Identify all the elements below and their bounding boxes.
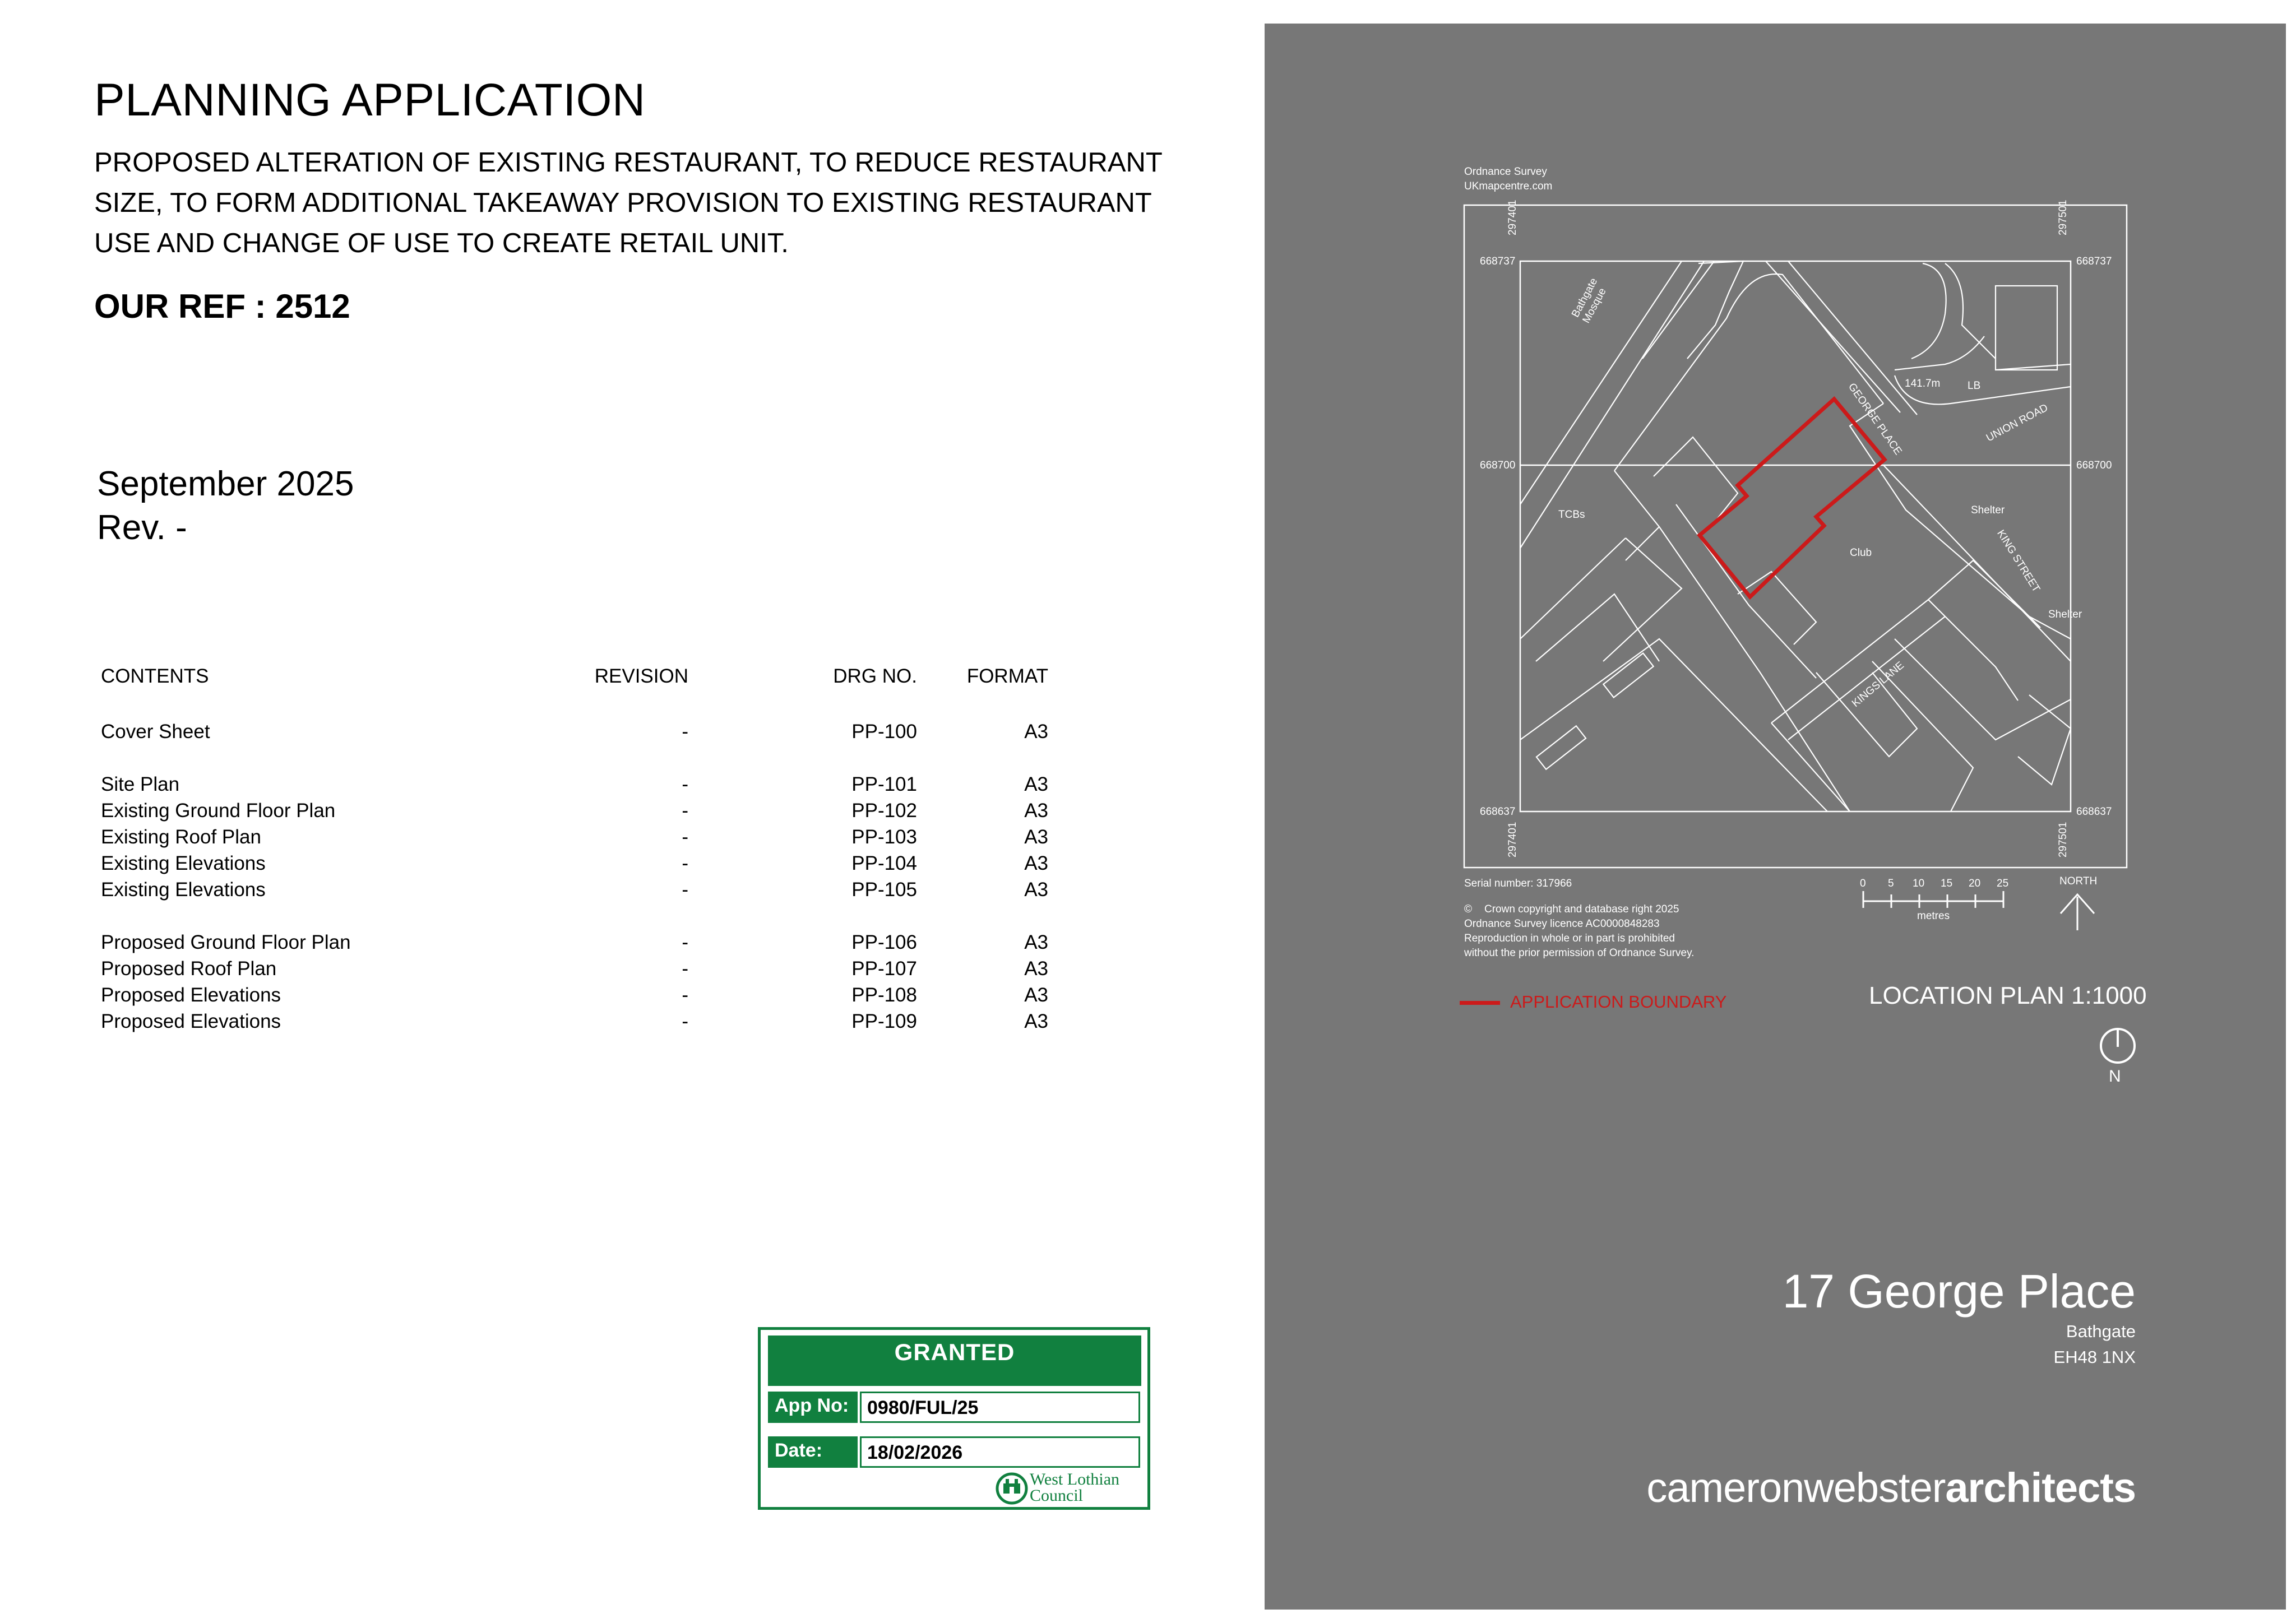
stamp-app-value: 0980/FUL/25 (860, 1392, 1140, 1423)
header-contents: CONTENTS (101, 665, 209, 687)
map-label-shelter-2: Shelter (2048, 609, 2082, 620)
row-drg: PP-103 (851, 826, 917, 848)
copyright-line-4: without the prior permission of Ordnance Survey. (1464, 947, 1695, 959)
page-title: PLANNING APPLICATION (94, 75, 646, 126)
scale-tick-0: 0 (1860, 878, 1866, 889)
scale-tick-15: 15 (1941, 878, 1953, 889)
grid-left-top: 297401 (1507, 200, 1519, 235)
grid-right-bottom: 297501 (2057, 822, 2069, 857)
scale-tick-10: 10 (1913, 878, 1925, 889)
map-label-mosque: Bathgate Mosque (1570, 276, 1609, 326)
row-name: Cover Sheet (101, 721, 210, 743)
header-format: FORMAT (966, 665, 1048, 687)
row-name: Existing Elevations (101, 879, 266, 901)
our-ref: OUR REF : 2512 (94, 287, 350, 325)
grid-top-left: 668737 (1480, 256, 1516, 267)
copyright-line-1: Crown copyright and database right 2025 (1484, 903, 1679, 915)
council-name (1030, 1471, 1119, 1504)
row-drg: PP-107 (851, 958, 917, 980)
revision-label: Rev. - (97, 508, 187, 547)
street-kings-lane: KINGS LANE (1850, 659, 1906, 710)
scale-tick-20: 20 (1969, 878, 1981, 889)
legend-boundary-swatch (1460, 1001, 1500, 1005)
row-revision: - (682, 1010, 688, 1032)
row-name: Proposed Roof Plan (101, 958, 277, 980)
row-drg: PP-102 (851, 800, 917, 822)
row-drg: PP-101 (851, 773, 917, 795)
row-revision: - (682, 721, 688, 743)
row-format: A3 (1024, 721, 1048, 743)
council-logo (995, 1470, 1135, 1507)
street-union-road: UNION ROAD (1984, 402, 2050, 444)
architect-logo (1646, 1464, 2136, 1511)
address-line-3: EH48 1NX (2053, 1347, 2136, 1367)
scale-tick-5: 5 (1888, 878, 1894, 889)
street-george-place: GEORGE PLACE (1845, 381, 1904, 457)
row-format: A3 (1024, 958, 1048, 980)
row-name: Existing Roof Plan (101, 826, 261, 848)
scale-unit: metres (1917, 910, 1950, 922)
copyright-line-3: Reproduction in whole or in part is prohibited (1464, 933, 1675, 944)
row-drg: PP-105 (851, 879, 917, 901)
map-label-club: Club (1850, 547, 1872, 559)
council-line-1: West Lothian (1030, 1470, 1120, 1488)
row-name: Site Plan (101, 773, 180, 795)
address-line-2: Bathgate (2066, 1321, 2136, 1341)
description-line-1: PROPOSED ALTERATION OF EXISTING RESTAURANT, TO REDUCE RESTAURANT (94, 147, 1163, 178)
issue-date: September 2025 (97, 465, 354, 503)
grid-top-right: 668737 (2076, 256, 2112, 267)
grid-bottom-left: 668637 (1480, 806, 1516, 818)
header-revision: REVISION (594, 665, 688, 687)
row-format: A3 (1024, 984, 1048, 1006)
row-format: A3 (1024, 852, 1048, 874)
row-revision: - (682, 826, 688, 848)
copyright-line-2: Ordnance Survey licence AC0000848283 (1464, 918, 1660, 930)
map-source-line-2: UKmapcentre.com (1464, 180, 1553, 192)
row-drg: PP-104 (851, 852, 917, 874)
row-name: Proposed Elevations (101, 1010, 281, 1032)
brand-light: cameronwebster (1646, 1464, 1946, 1511)
row-format: A3 (1024, 1010, 1048, 1032)
copyright-icon: © (1464, 903, 1472, 915)
grid-mid-right: 668700 (2076, 460, 2112, 471)
row-name: Existing Ground Floor Plan (101, 800, 336, 822)
council-crest-icon (995, 1470, 1029, 1507)
grid-mid-left: 668700 (1480, 460, 1516, 471)
right-panel (1265, 24, 2286, 1610)
row-revision: - (682, 879, 688, 901)
location-plan-north: N (2109, 1067, 2121, 1086)
grid-right-top: 297501 (2057, 200, 2069, 235)
description-line-3: USE AND CHANGE OF USE TO CREATE RETAIL UNIT. (94, 228, 789, 258)
row-name: Proposed Ground Floor Plan (101, 931, 351, 953)
row-drg: PP-100 (851, 721, 917, 743)
row-format: A3 (1024, 773, 1048, 795)
row-name: Proposed Elevations (101, 984, 281, 1006)
row-format: A3 (1024, 800, 1048, 822)
row-revision: - (682, 931, 688, 953)
stamp-date-row (768, 1436, 1141, 1468)
council-line-2: Council (1030, 1486, 1083, 1505)
map-north-label: NORTH (2059, 875, 2098, 887)
brand-bold: architects (1945, 1464, 2136, 1511)
stamp-app-row (768, 1392, 1141, 1423)
map-source-line-1: Ordnance Survey (1464, 166, 1547, 178)
stamp-date-value: 18/02/2026 (860, 1436, 1140, 1468)
row-revision: - (682, 852, 688, 874)
stamp-date-label: Date: (768, 1436, 858, 1468)
scale-tick-25: 25 (1997, 878, 2009, 889)
row-format: A3 (1024, 826, 1048, 848)
header-drg-no: DRG NO. (833, 665, 917, 687)
map-label-tcbs: TCBs (1558, 509, 1585, 521)
map-label-height: 141.7m (1905, 378, 1941, 389)
row-revision: - (682, 800, 688, 822)
description-line-2: SIZE, TO FORM ADDITIONAL TAKEAWAY PROVISION TO EXISTING RESTAURANT (94, 188, 1152, 218)
row-drg: PP-106 (851, 931, 917, 953)
map-label-shelter-1: Shelter (1971, 504, 2005, 516)
row-drg: PP-108 (851, 984, 917, 1006)
location-plan-title: LOCATION PLAN 1:1000 (1869, 982, 2147, 1009)
stamp-app-label: App No: (768, 1392, 858, 1423)
row-revision: - (682, 773, 688, 795)
street-king-street: KING STREET (1994, 528, 2043, 595)
row-format: A3 (1024, 879, 1048, 901)
row-revision: - (682, 958, 688, 980)
grid-bottom-right: 668637 (2076, 806, 2112, 818)
stamp-status: GRANTED (768, 1336, 1141, 1386)
grid-left-bottom: 297401 (1507, 822, 1519, 857)
row-revision: - (682, 984, 688, 1006)
map-serial: Serial number: 317966 (1464, 878, 1572, 889)
row-drg: PP-109 (851, 1010, 917, 1032)
map-label-lb: LB (1968, 380, 1981, 392)
row-format: A3 (1024, 931, 1048, 953)
legend-boundary-label: APPLICATION BOUNDARY (1510, 992, 1727, 1012)
address-line-1: 17 George Place (1782, 1265, 2136, 1318)
granted-stamp (758, 1327, 1150, 1510)
row-name: Existing Elevations (101, 852, 266, 874)
